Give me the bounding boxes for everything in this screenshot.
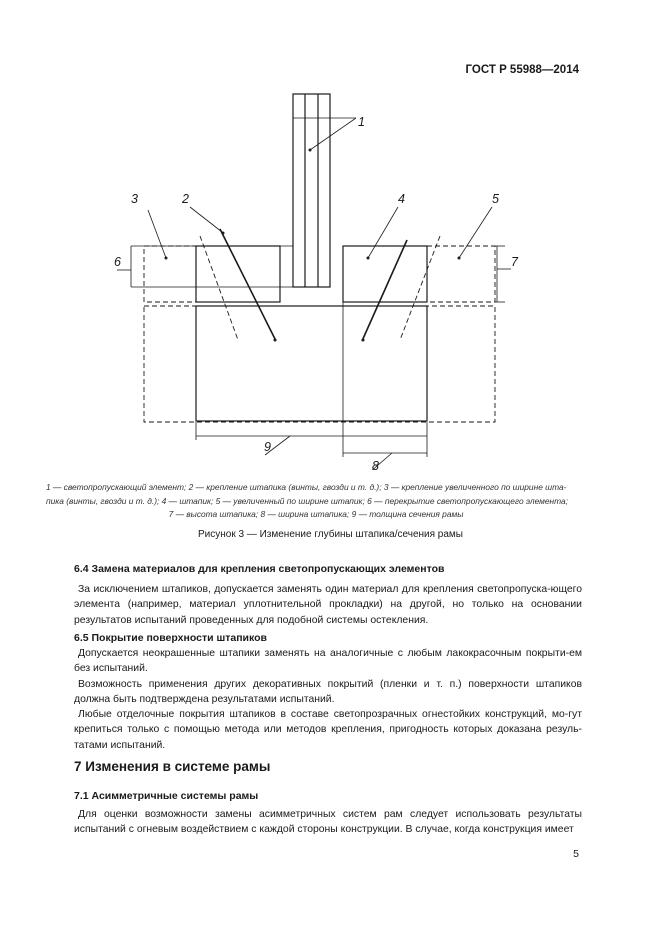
figure-label-4: 4 xyxy=(398,192,405,206)
figure-label-6: 6 xyxy=(114,255,121,269)
figure-label-1: 1 xyxy=(358,115,365,129)
section-6-4-body xyxy=(74,582,582,628)
legend-line: пика (винты, гвозди и т. д.); 4 — штапик; 5 — увеличенный по ширине штапик; 6 — перекрытие светопропускающего элемента; xyxy=(46,495,569,506)
figure-legend xyxy=(46,481,586,522)
fixing-right xyxy=(362,240,407,341)
legend-line: 7 — высота штапика; 8 — ширина штапика; 9 — толщина сечения рамы xyxy=(168,509,464,519)
legend-line: 1 — светопропускающий элемент; 2 — крепление штапика (винты, гвозди и т. д.); 3 — крепление увеличенного по ширине шта- xyxy=(46,482,567,492)
section-7-1-body xyxy=(74,807,582,838)
glazing-bead-right xyxy=(343,246,427,302)
figure-label-9: 9 xyxy=(264,440,271,454)
page-number: 5 xyxy=(573,848,579,860)
document-code: ГОСТ Р 55988—2014 xyxy=(465,64,579,76)
glazing-bead-left xyxy=(196,246,280,302)
section-7-title: 7 Изменения в системе рамы xyxy=(74,759,271,774)
section-6-5-title: 6.5 Покрытие поверхности штапиков xyxy=(74,632,267,644)
enlarged-frame-section xyxy=(144,306,495,422)
paragraph: Для оценки возможности замены асимметричных систем рам следует использовать результаты испытаний с огневым воздействием с каждой стороны конструкции. В случае, когда конструкция имеет xyxy=(74,809,582,836)
paragraph: Любые отделочные покрытия штапиков в составе светопрозрачных огнестойких конструкций, мо-гут крепиться только с помощью метода или методов крепления, пригодность которых доказана резуль-татами испытаний. xyxy=(74,709,582,751)
section-7-1-title: 7.1 Асимметричные системы рамы xyxy=(74,790,259,802)
frame-section xyxy=(196,306,427,421)
paragraph: За исключением штапиков, допускается заменять один материал для крепления светопропуска-ющего элемента (например, материал уплотнительной прокладки) на другой, но только на основании результатов испытаний проведенных для подобной системы остекления. xyxy=(74,584,582,626)
figure-caption: Рисунок 3 — Изменение глубины штапика/сечения рамы xyxy=(197,529,463,540)
figure-label-7: 7 xyxy=(511,255,518,269)
section-6-5-body xyxy=(74,646,582,753)
enlarged-bead-left xyxy=(144,246,196,302)
paragraph: Допускается неокрашенные штапики заменять на аналогичные с любым лакокрасочным покрыти-ем без испытаний. xyxy=(74,648,582,675)
glazing-element xyxy=(293,94,330,287)
section-6-4-title: 6.4 Замена материалов для крепления светопропускающих элементов xyxy=(74,563,445,575)
paragraph: Возможность применения других декоративных покрытий (пленки и т. п.) поверхности штапиков должна быть подтверждена результатами испытаний. xyxy=(74,678,582,705)
figure-label-5: 5 xyxy=(492,192,499,206)
figure-label-3: 3 xyxy=(131,192,138,206)
figure-label-8: 8 xyxy=(372,459,379,470)
figure-label-2: 2 xyxy=(182,192,189,206)
